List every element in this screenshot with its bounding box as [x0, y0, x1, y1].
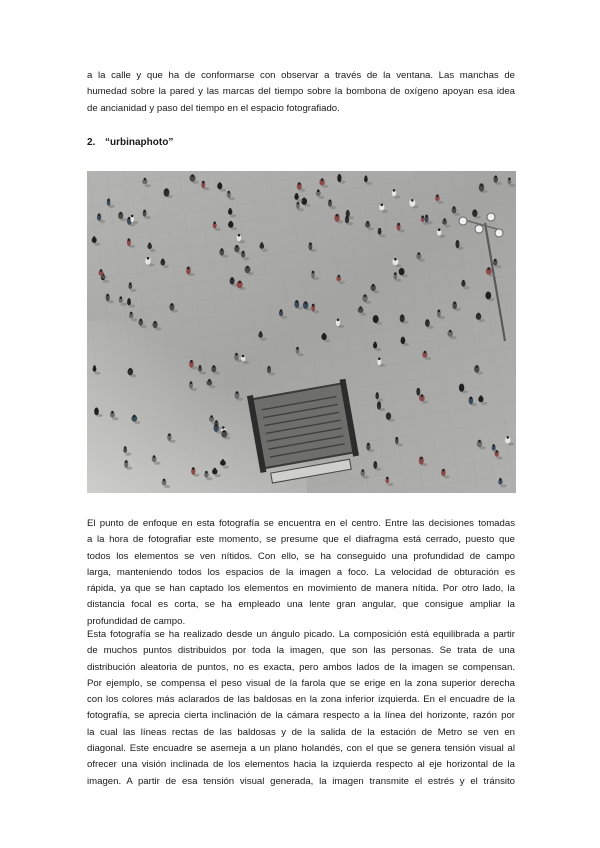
section-number: 2.: [87, 137, 96, 148]
aerial-plaza-photo: [87, 171, 516, 493]
section-title: “urbinaphoto”: [105, 137, 174, 148]
text-line: larga, manteniendo todos los espacios de la imagen a foco. La velocidad de obturación es: [87, 566, 515, 578]
text-line: profundidad de campo.: [87, 615, 186, 627]
text-line: con los colores más aclarados de las baldosas en la zona inferior izquierda. En el encuadre de la: [87, 694, 515, 706]
intro-paragraph: [87, 68, 515, 117]
text-line: de muchos puntos distribuidos por toda la imagen, que son las personas. Se trata de una: [87, 645, 515, 657]
text-line: a la calle y que ha de conformarse con observar a través de la ventana. Las manchas de: [87, 70, 515, 81]
text-line: todos los elementos se ven nítidos. Con ello, se ha conseguido una profundidad de campo: [87, 550, 515, 562]
text-line: a la hora de fotografiar este momento, se presume que el diafragma está cerrado, puesto que: [87, 534, 515, 546]
text-line: El punto de enfoque en esta fotografía se encuentra en el centro. Entre las decisiones tomadas: [87, 518, 515, 529]
text-line: Por ejemplo, se compensa el peso visual de la farola que se erige en la zona superior derecha: [87, 677, 515, 689]
text-line: ofrecer una visión inclinada de los elementos hacia la izquierda respecto al eje horizontal de la: [87, 759, 515, 771]
text-line: humedad sobre la pared y las marcas del tiempo sobre la bombona de oxígeno apoyan esa idea: [87, 86, 515, 98]
paragraph-focus: [87, 516, 515, 630]
text-line: de ancianidad y paso del tiempo en el espacio fotografiado.: [87, 102, 340, 114]
text-line: distancia focal es corta, se ha empleado una lente gran angular, que consigue ampliar la: [87, 599, 515, 611]
text-line: Esta fotografía se ha realizado desde un ángulo picado. La composición está equilibrada a partir: [87, 629, 515, 640]
text-line: imagen. A partir de esa tensión visual generada, la imagen transmite el estrés y el tránsito: [87, 775, 515, 787]
text-line: rápida, ya que se han captado los elementos en movimiento de manera nítida. Por otro lado, la: [87, 583, 515, 595]
photo-canvas: [87, 171, 516, 493]
text-line: fotografía, se aprecia cierta inclinación de la cámara respecto a la línea del horizonte, razón por: [87, 710, 515, 722]
section-heading: [87, 137, 173, 148]
text-line: la cual las líneas rectas de las baldosas y de la salida de la estación de Metro se ven en: [87, 726, 515, 738]
paragraph-composition: [87, 627, 515, 790]
text-line: distribución aleatoria de puntos, no es exacta, pero ambos lados de la imagen se compensan.: [87, 661, 515, 673]
text-line: diagonal. Este encuadre se asemeja a un plano holandés, con el que se genera tensión visual al: [87, 743, 515, 755]
